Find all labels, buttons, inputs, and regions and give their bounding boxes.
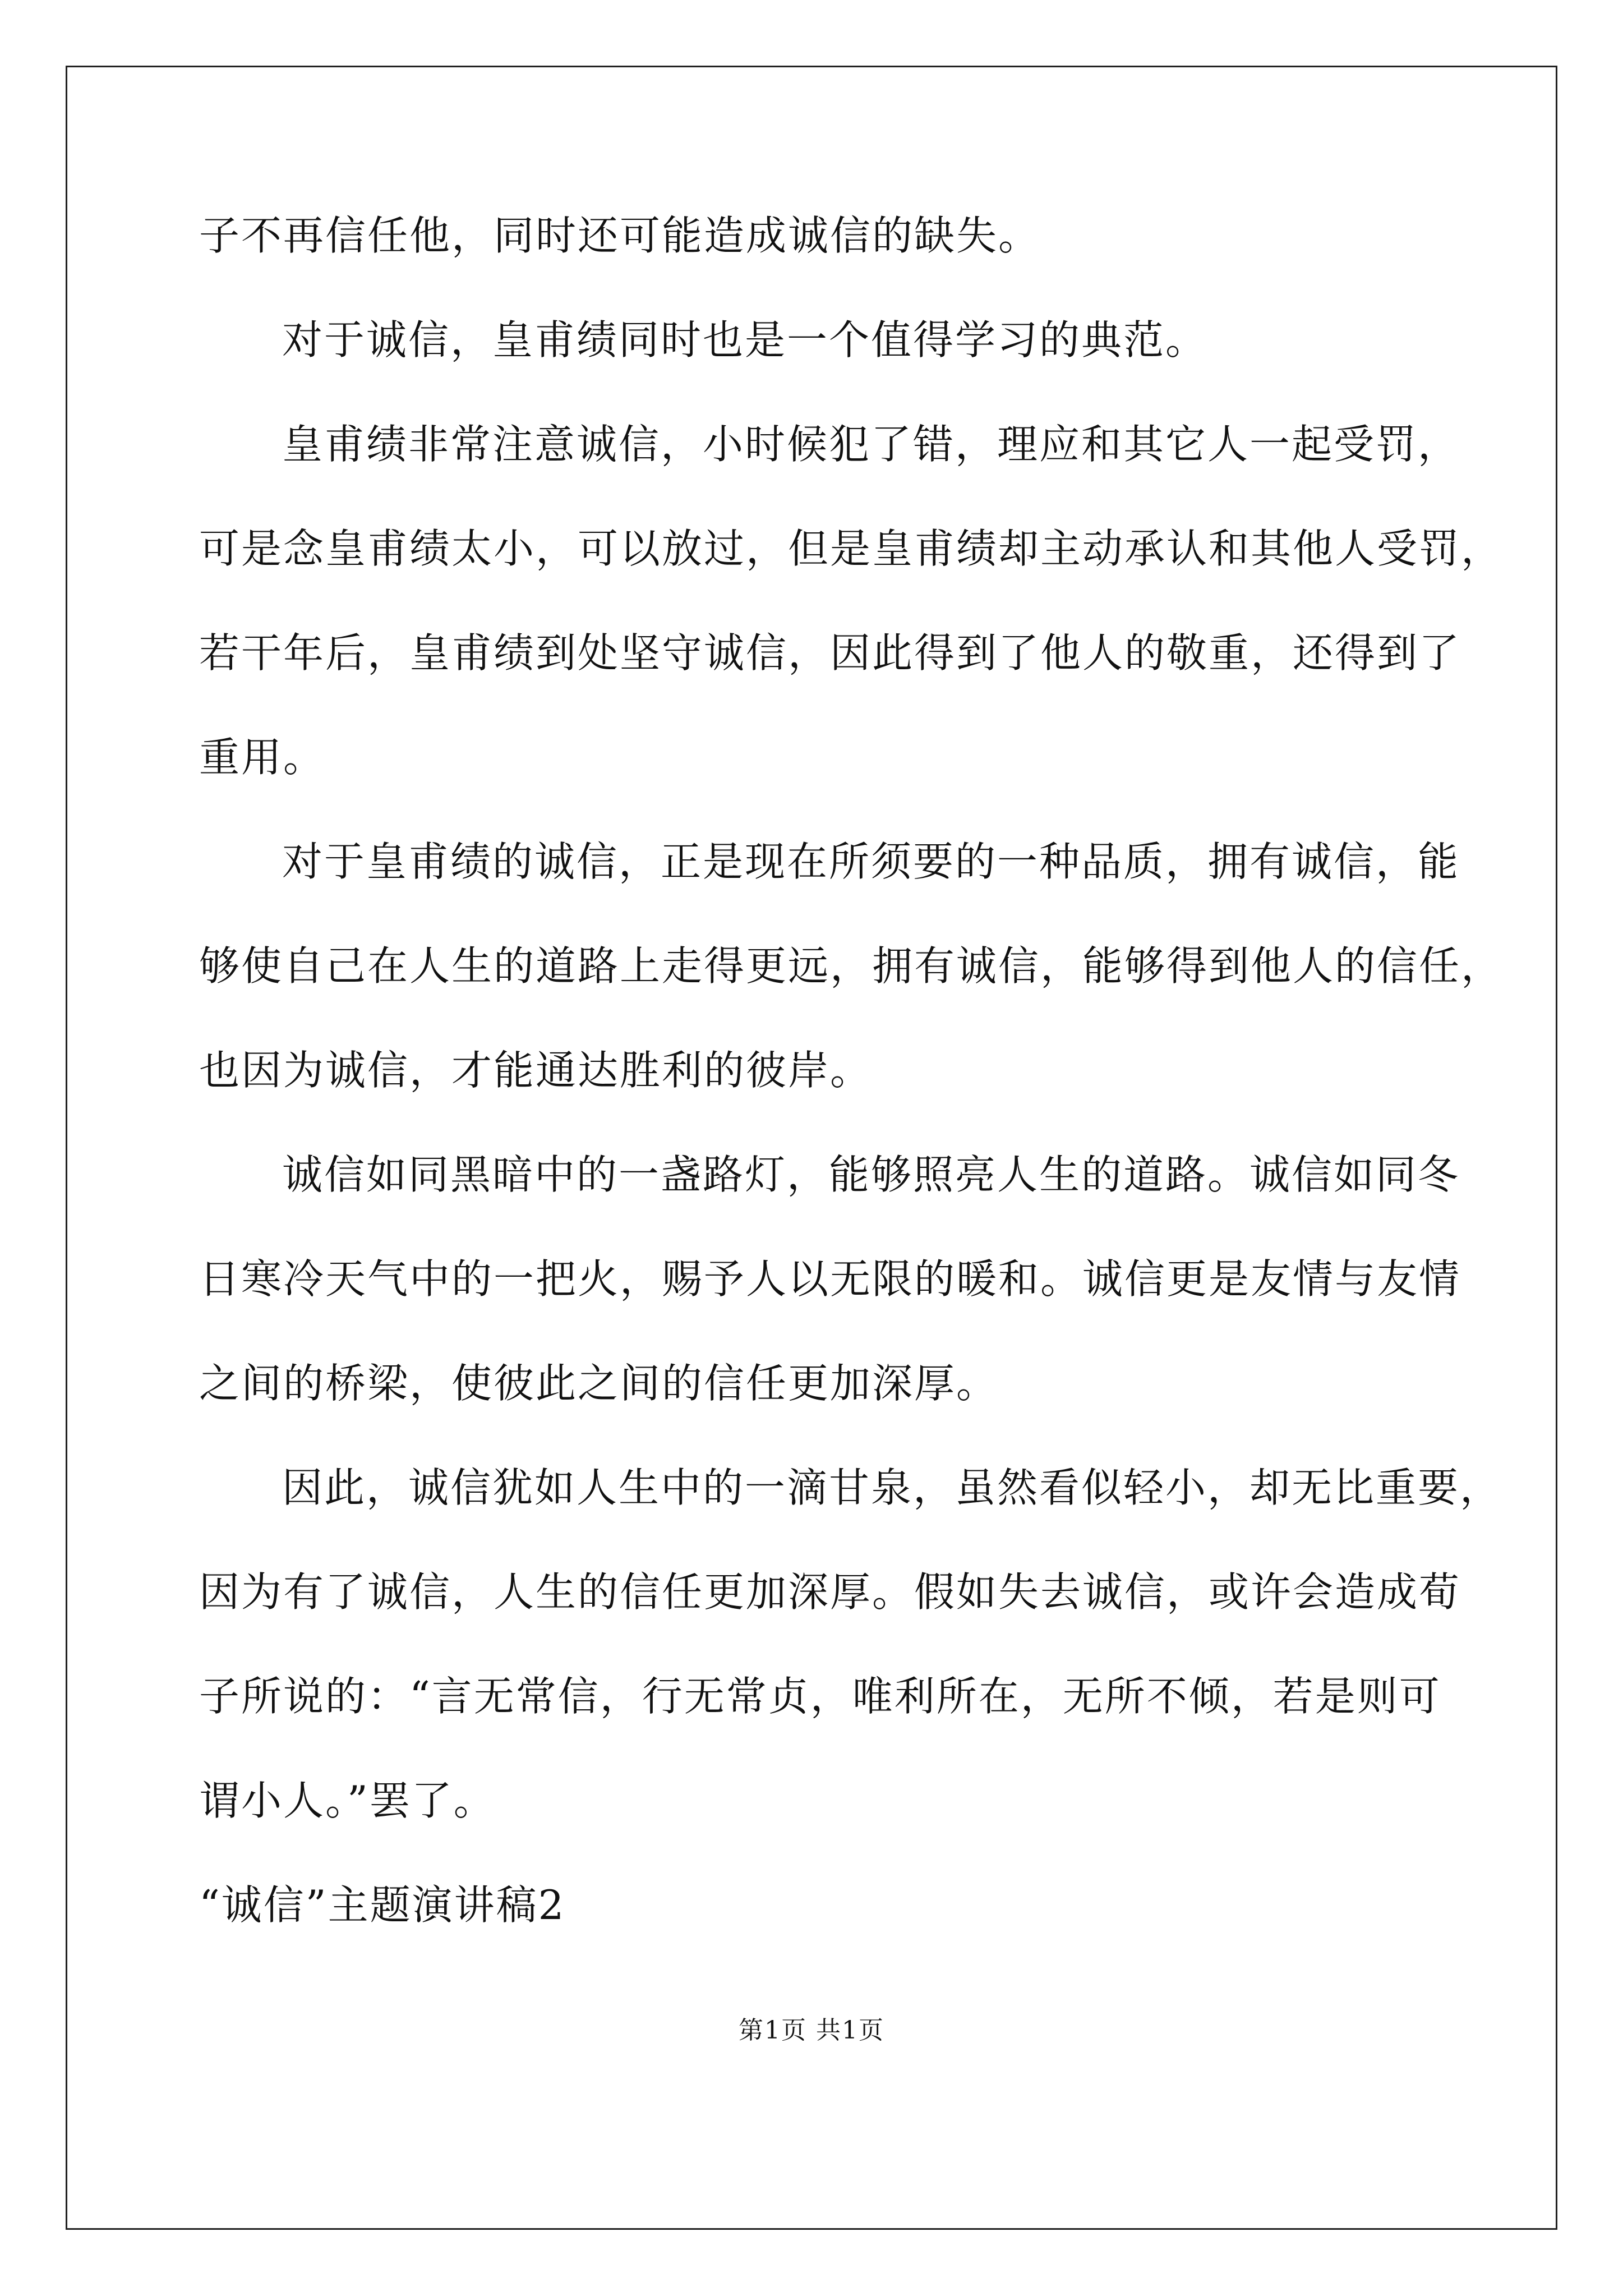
text-line: 重用。 — [199, 734, 326, 781]
paragraph-first-line: 诚信如同黑暗中的一盏路灯，能够照亮人生的道路。诚信如同冬 — [282, 1151, 1460, 1198]
text-line: 可是念皇甫绩太小，可以放过，但是皇甫绩却主动承认和其他人受罚， — [199, 525, 1504, 572]
paragraph-first-line: 皇甫绩非常注意诚信，小时候犯了错，理应和其它人一起受罚， — [282, 421, 1460, 468]
section-heading: “诚信”主题演讲稿2 — [199, 1881, 566, 1929]
text-line: 子所说的：“言无常信，行无常贞，唯利所在，无所不倾，若是则可 — [199, 1673, 1441, 1720]
text-line: 若干年后，皇甫绩到处坚守诚信，因此得到了他人的敬重，还得到了 — [199, 629, 1461, 677]
page-number-footer: 第1页 共1页 — [739, 2016, 884, 2045]
text-line: 也因为诚信，才能通达胜利的彼岸。 — [199, 1047, 873, 1094]
paragraph-first-line: 因此，诚信犹如人生中的一滴甘泉，虽然看似轻小，却无比重要， — [282, 1464, 1502, 1511]
text-line: 够使自己在人生的道路上走得更远，拥有诚信，能够得到他人的信任， — [199, 942, 1504, 990]
text-line: 谓小人。”罢了。 — [199, 1777, 496, 1824]
paragraph-first-line: 对于皇甫绩的诚信，正是现在所须要的一种品质，拥有诚信，能 — [282, 838, 1460, 885]
text-line: 日寒冷天气中的一把火，赐予人以无限的暖和。诚信更是友情与友情 — [199, 1255, 1461, 1303]
paragraph-first-line: 对于诚信，皇甫绩同时也是一个值得学习的典范。 — [282, 316, 1208, 364]
text-line: 因为有了诚信，人生的信任更加深厚。假如失去诚信，或许会造成荀 — [199, 1568, 1461, 1616]
text-line: 子不再信任他，同时还可能造成诚信的缺失。 — [199, 212, 1041, 259]
text-line: 之间的桥梁，使彼此之间的信任更加深厚。 — [199, 1360, 999, 1407]
